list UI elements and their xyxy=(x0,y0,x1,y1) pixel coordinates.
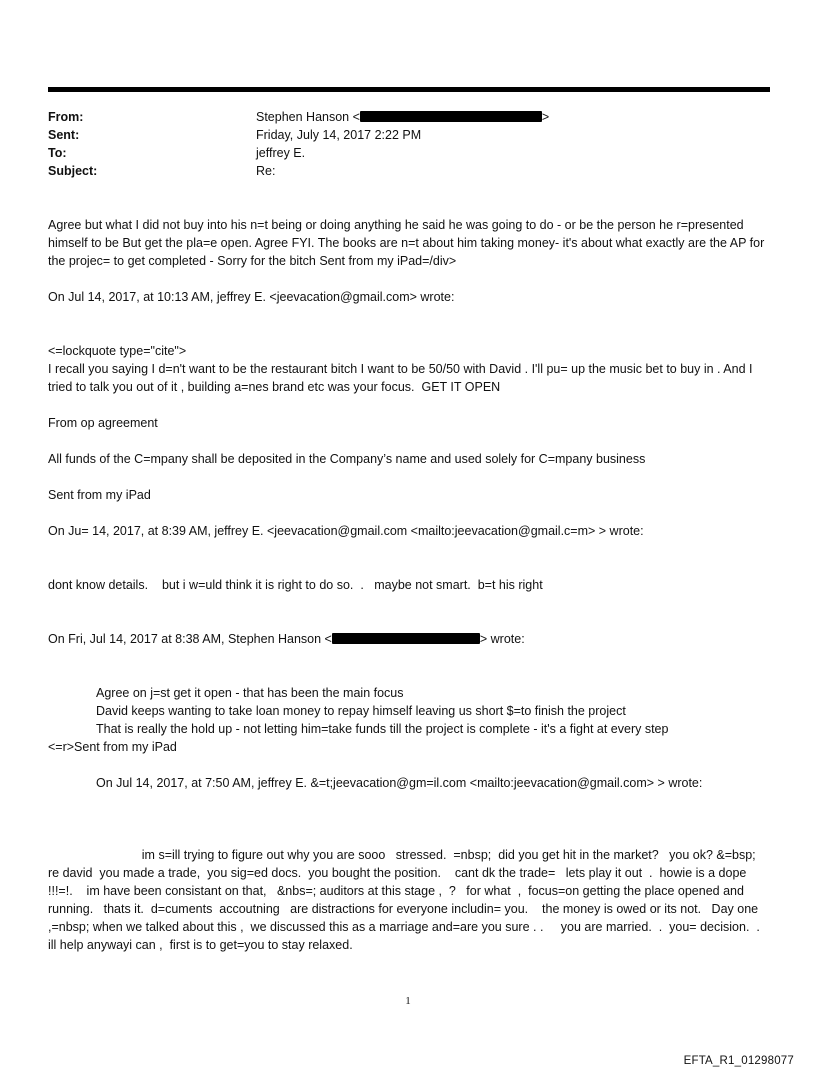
bates-number: EFTA_R1_01298077 xyxy=(683,1055,794,1067)
to-value: jeffrey E. xyxy=(256,146,306,160)
email-body xyxy=(48,216,770,954)
sent-value: Friday, July 14, 2017 2:22 PM xyxy=(256,128,422,142)
redaction-box xyxy=(332,633,480,644)
from-value xyxy=(256,108,770,126)
signature-line: Sent from my iPad xyxy=(48,488,151,502)
from-name: Stephen Hanson < xyxy=(256,110,360,124)
quote-header: On Jul 14, 2017, at 10:13 AM, jeffrey E. <jeevacation@gmail.com> wrote: xyxy=(48,290,455,304)
sent-row xyxy=(48,126,770,144)
to-row xyxy=(48,144,770,162)
sent-label: Sent: xyxy=(48,128,80,142)
header-divider xyxy=(48,87,770,92)
body-paragraph: Agree on j=st get it open - that has been the main focus xyxy=(96,686,404,700)
body-paragraph: im s=ill trying to figure out why you are sooo stressed. =nbsp; did you get hit in the market? you ok? &=bsp; re david you made a trade, you sig=ed docs. you bought the position. cant dk the trade= lets play it out . howie is a dope !!!=!. im have been consistant on that, &nbs=; auditors at this stage , ? for what , focus=on getting the place opened and running. thats it. d=cuments accoutning are distractions for everyone includin= you. the money is owed or its not. Day one ,=nbsp; when we talked about this , we discussed this as a marriage and=are you sure . . you are married. . you= decision. . ill help anywayi can , first is to get=you to stay relaxed. xyxy=(48,848,771,952)
quote-header-start: On Fri, Jul 14, 2017 at 8:38 AM, Stephen Hanson < xyxy=(48,632,332,646)
quote-header xyxy=(48,630,770,648)
body-paragraph: I recall you saying I d=n't want to be the restaurant bitch I want to be 50/50 with David . I'll pu= up the music bet to buy in . And I tried to talk you out of it , building a=nes brand etc was your focus. GET IT OPEN xyxy=(48,362,756,394)
quote-header: On Ju= 14, 2017, at 8:39 AM, jeffrey E. <jeevacation@gmail.com <mailto:jeevacation@gmail.c=m> > wrote: xyxy=(48,524,644,538)
page-number: 1 xyxy=(405,995,411,1007)
from-value-end: > xyxy=(541,110,550,124)
body-paragraph: <=lockquote type="cite"> xyxy=(48,344,187,358)
subject-label: Subject: xyxy=(48,164,98,178)
body-paragraph: David keeps wanting to take loan money to repay himself leaving us short $=to finish the project xyxy=(96,704,626,718)
body-paragraph: All funds of the C=mpany shall be deposited in the Company’s name and used solely for C=mpany business xyxy=(48,452,646,466)
from-row xyxy=(48,108,770,126)
body-paragraph: dont know details. but i w=uld think it is right to do so. . maybe not smart. b=t his right xyxy=(48,578,543,592)
to-label: To: xyxy=(48,146,67,160)
email-header xyxy=(48,108,770,180)
body-paragraph: That is really the hold up - not letting him=take funds till the project is complete - it's a fight at every step xyxy=(96,722,669,736)
redaction-box xyxy=(360,111,542,122)
quote-header-end: > wrote: xyxy=(479,632,525,646)
quote-header: On Jul 14, 2017, at 7:50 AM, jeffrey E. &=t;jeevacation@gm=il.com <mailto:jeevacation@gmail.com> > wrote: xyxy=(96,776,703,790)
body-paragraph: Agree but what I did not buy into his n=t being or doing anything he said he was going to do - or be the person he r=presented himself to be But get the pla=e open. Agree FYI. The books are n=t about him taking money- it's about what exactly are the AP for the projec= to get completed - Sorry for the bitch Sent from my iPad=/div> xyxy=(48,218,768,268)
subject-row xyxy=(48,162,770,180)
signature-line: <=r>Sent from my iPad xyxy=(48,740,177,754)
body-paragraph: From op agreement xyxy=(48,416,158,430)
from-label: From: xyxy=(48,110,84,124)
subject-value: Re: xyxy=(256,164,276,178)
